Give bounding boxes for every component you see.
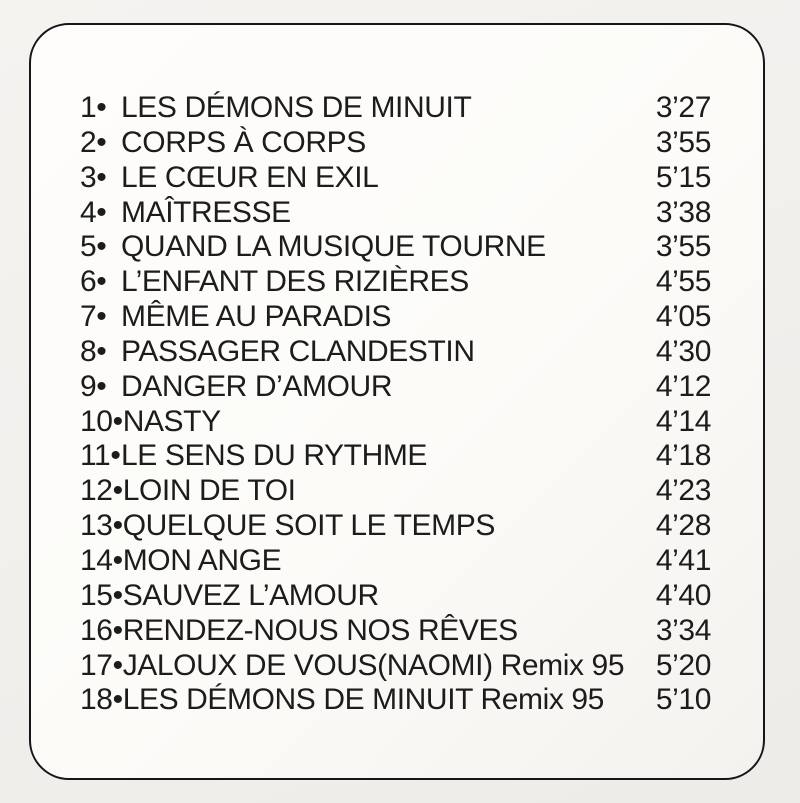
track-number: 12• — [80, 474, 123, 508]
track-duration: 4’14 — [655, 404, 711, 438]
track-title: LE CŒUR EN EXIL — [121, 160, 379, 194]
track-title: LE SENS DU RYTHME — [121, 439, 428, 473]
track-number: 3• — [80, 160, 107, 194]
track-duration: 4’23 — [655, 474, 711, 508]
track-duration: 4’28 — [655, 509, 711, 543]
track-title: NASTY — [122, 404, 221, 438]
track-row — [80, 579, 711, 614]
track-number: 16• — [80, 613, 123, 647]
track-title: LES DÉMONS DE MINUIT — [121, 91, 472, 124]
track-title: JALOUX DE VOUS(NAOMI) Remix 95 — [122, 648, 625, 682]
track-row — [80, 439, 711, 474]
track-duration: 3’38 — [655, 195, 711, 229]
track-title: LES DÉMONS DE MINUIT Remix 95 — [122, 683, 604, 717]
track-row — [80, 335, 711, 370]
track-number: 14• — [80, 543, 123, 577]
track-number: 7• — [80, 300, 107, 334]
track-duration: 4’40 — [655, 578, 711, 612]
track-number: 11• — [80, 439, 121, 473]
track-duration: 4’30 — [655, 334, 711, 368]
track-number: 6• — [80, 265, 107, 299]
track-row — [80, 161, 711, 196]
track-duration: 4’55 — [655, 265, 711, 299]
track-duration: 3’27 — [655, 91, 711, 124]
track-number: 4• — [80, 195, 107, 229]
track-duration: 3’55 — [655, 125, 711, 159]
track-row — [80, 265, 711, 300]
track-title: DANGER D’AMOUR — [121, 369, 393, 403]
track-row — [80, 649, 711, 684]
track-duration: 3’34 — [655, 613, 711, 647]
track-title: MÊME AU PARADIS — [121, 300, 392, 334]
track-number: 13• — [80, 509, 123, 543]
track-title: CORPS À CORPS — [121, 125, 366, 159]
track-row — [80, 196, 711, 231]
track-number: 18• — [80, 683, 123, 717]
track-number: 9• — [80, 369, 107, 403]
track-duration: 5’15 — [655, 160, 711, 194]
track-number: 10• — [80, 404, 123, 438]
track-title: SAUVEZ L’AMOUR — [122, 578, 379, 612]
track-number: 5• — [80, 230, 107, 264]
track-number: 8• — [80, 334, 107, 368]
track-title: L’ENFANT DES RIZIÈRES — [121, 265, 469, 299]
track-number: 2• — [80, 125, 107, 159]
tracklist-frame — [29, 23, 765, 780]
track-row — [80, 126, 711, 161]
track-title: RENDEZ-NOUS NOS RÊVES — [122, 613, 518, 647]
track-list — [80, 91, 711, 718]
track-number: 17• — [80, 648, 123, 682]
track-duration: 4’05 — [655, 300, 711, 334]
track-duration: 4’12 — [655, 369, 711, 403]
track-duration: 4’41 — [655, 543, 711, 577]
track-row — [80, 614, 711, 649]
track-row — [80, 370, 711, 405]
track-row — [80, 91, 711, 126]
track-row — [80, 230, 711, 265]
track-row — [80, 509, 711, 544]
track-duration: 4’18 — [655, 439, 711, 473]
track-number: 15• — [80, 578, 123, 612]
track-title: PASSAGER CLANDESTIN — [121, 334, 475, 368]
track-number: 1• — [80, 91, 107, 124]
track-row — [80, 544, 711, 579]
track-row — [80, 474, 711, 509]
track-duration: 5’10 — [655, 683, 711, 717]
track-row — [80, 683, 711, 718]
track-title: MAÎTRESSE — [121, 195, 291, 229]
track-title: LOIN DE TOI — [122, 474, 296, 508]
track-row — [80, 300, 711, 335]
track-row — [80, 405, 711, 440]
track-title: QUAND LA MUSIQUE TOURNE — [121, 230, 546, 264]
track-title: QUELQUE SOIT LE TEMPS — [122, 509, 495, 543]
track-duration: 3’55 — [655, 230, 711, 264]
track-title: MON ANGE — [122, 543, 282, 577]
track-duration: 5’20 — [655, 648, 711, 682]
